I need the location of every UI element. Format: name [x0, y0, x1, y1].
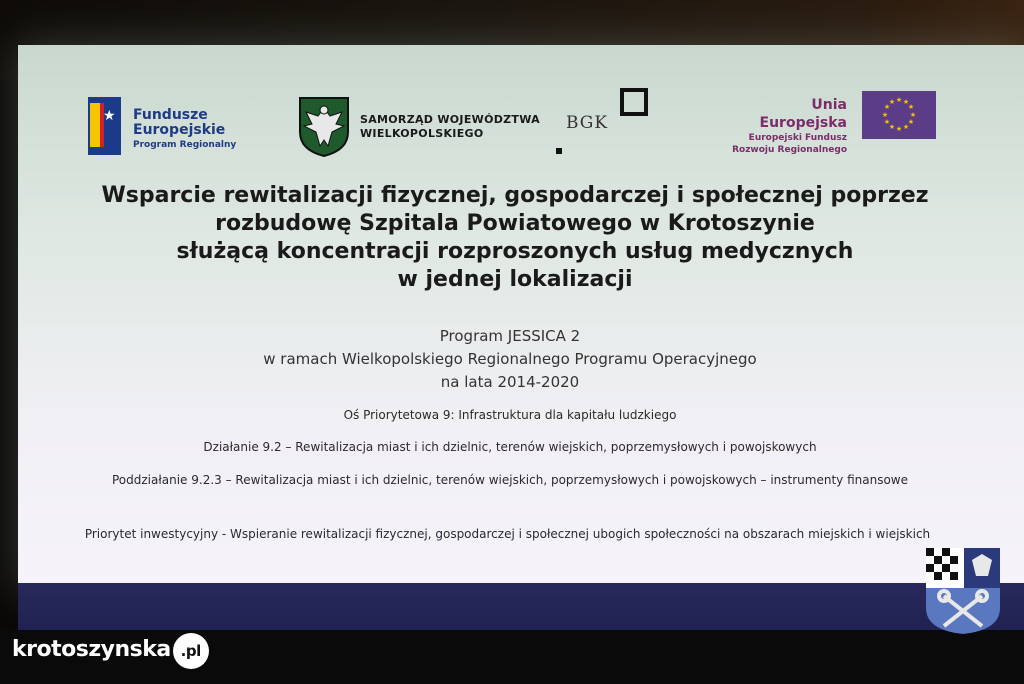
program-subtitle	[120, 325, 900, 394]
watermark-suffix: .pl	[173, 633, 209, 669]
svg-text:★: ★	[883, 103, 891, 111]
subtitle-line: na lata 2014-2020	[440, 373, 580, 391]
samorzad-line1: SAMORZĄD WOJEWÓDZTWA	[360, 113, 540, 126]
fundusze-line1: Fundusze	[133, 107, 208, 123]
investment-priority-text: Priorytet inwestycyjny - Wspieranie rewitalizacji fizycznej, gospodarczej i społecznej ubogich społeczności na obszarach miejskich i wiejskich	[84, 527, 931, 541]
measure-text: Działanie 9.2 – Rewitalizacja miast i ich dzielnic, terenów wiejskich, poprzemysłowych i powojskowych	[203, 440, 817, 454]
svg-text:★: ★	[909, 111, 917, 119]
samorzad-line2: WIELKOPOLSKIEGO	[360, 127, 484, 140]
submeasure-text: Poddziałanie 9.2.3 – Rewitalizacja miast i ich dzielnic, terenów wiejskich, poprzemysłowych i powojskowych – instrumenty finansowe	[111, 473, 908, 487]
subtitle-line: Program JESSICA 2	[439, 327, 581, 345]
fundusze-europejskie-logo	[133, 108, 236, 153]
bgk-logo-text: BGK	[566, 113, 609, 133]
svg-text:★: ★	[883, 118, 891, 126]
site-watermark	[12, 633, 209, 669]
fundusze-europejskie-flag-icon: ★	[88, 97, 121, 155]
svg-text:★: ★	[888, 123, 896, 131]
bgk-square-icon	[620, 88, 648, 116]
svg-text:★: ★	[907, 103, 915, 111]
eagle-crest-icon	[298, 96, 350, 158]
svg-text:★: ★	[902, 98, 910, 106]
fundusze-line3: Program Regionalny	[133, 140, 237, 150]
krotoszyn-coat-of-arms-icon	[924, 546, 1002, 636]
unia-europejska-logo-text	[722, 96, 847, 156]
title-line: rozbudowę Szpitala Powiatowego w Krotoszynie	[215, 211, 815, 236]
samorzad-logo-text	[360, 113, 540, 141]
bgk-dot-icon	[556, 148, 562, 154]
slide-title	[80, 182, 950, 294]
svg-text:★: ★	[902, 123, 910, 131]
slide-footer-band	[18, 583, 1024, 635]
title-line: w jednej lokalizacji	[397, 267, 633, 292]
svg-text:★: ★	[907, 118, 915, 126]
priority-axis-text: Oś Priorytetowa 9: Infrastruktura dla kapitału ludzkiego	[343, 408, 677, 422]
watermark-text: krotoszynska	[12, 637, 171, 662]
title-line: służącą koncentracji rozproszonych usług medycznych	[176, 239, 854, 264]
eu-stars-icon	[862, 91, 936, 139]
title-line: Wsparcie rewitalizacji fizycznej, gospodarczej i społecznej poprzez	[101, 183, 929, 208]
svg-text:★: ★	[895, 96, 903, 104]
svg-text:★: ★	[881, 111, 889, 119]
svg-text:★: ★	[895, 125, 903, 133]
ue-line3: Rozwoju Regionalnego	[732, 145, 847, 155]
svg-text:★: ★	[888, 98, 896, 106]
fundusze-line2: Europejskie	[133, 122, 226, 138]
ue-line2: Europejski Fundusz	[748, 133, 847, 143]
subtitle-line: w ramach Wielkopolskiego Regionalnego Programu Operacyjnego	[263, 350, 757, 368]
ue-line1: Unia Europejska	[759, 97, 847, 131]
